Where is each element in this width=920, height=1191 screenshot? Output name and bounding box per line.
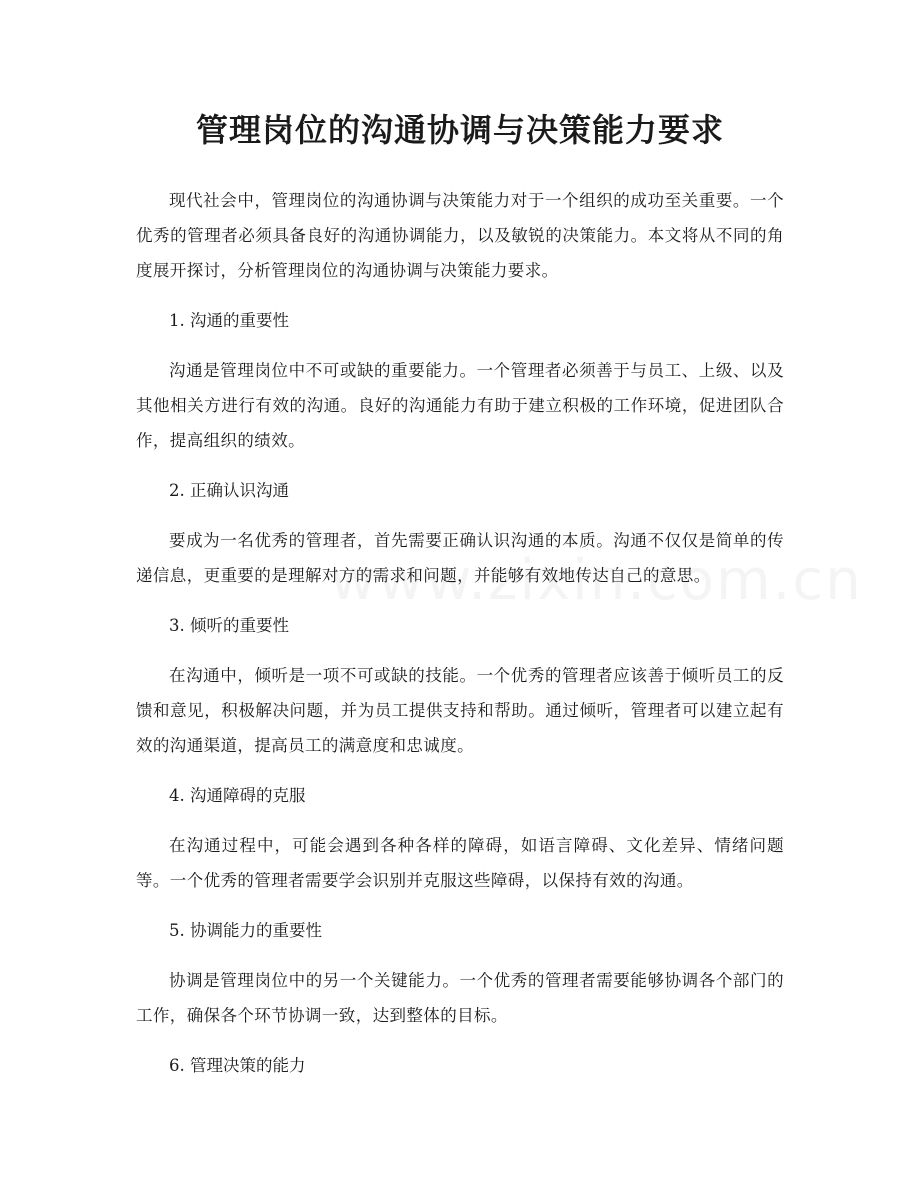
section-body-2: 要成为一名优秀的管理者，首先需要正确认识沟通的本质。沟通不仅仅是简单的传递信息，更重要的是理解对方的需求和问题，并能够有效地传达自己的意思。 <box>136 531 784 585</box>
section-heading-1: 1. 沟通的重要性 <box>169 311 289 330</box>
section-heading-4: 4. 沟通障碍的克服 <box>169 786 306 805</box>
section-body-3: 在沟通中，倾听是一项不可或缺的技能。一个优秀的管理者应该善于倾听员工的反馈和意见，积极解决问题，并为员工提供支持和帮助。通过倾听，管理者可以建立起有效的沟通渠道，提高员工的满意度和忠诚度。 <box>136 666 784 755</box>
section-heading-3: 3. 倾听的重要性 <box>169 616 289 635</box>
section-body-4: 在沟通过程中，可能会遇到各种各样的障碍，如语言障碍、文化差异、情绪问题等。一个优秀的管理者需要学会识别并克服这些障碍，以保持有效的沟通。 <box>136 836 784 890</box>
section-heading-2: 2. 正确认识沟通 <box>169 481 289 500</box>
section-heading-5: 5. 协调能力的重要性 <box>169 921 322 940</box>
section-body-1: 沟通是管理岗位中不可或缺的重要能力。一个管理者必须善于与员工、上级、以及其他相关方进行有效的沟通。良好的沟通能力有助于建立积极的工作环境，促进团队合作，提高组织的绩效。 <box>136 361 784 450</box>
document-title: 管理岗位的沟通协调与决策能力要求 <box>195 111 724 149</box>
intro-paragraph: 现代社会中，管理岗位的沟通协调与决策能力对于一个组织的成功至关重要。一个优秀的管理者必须具备良好的沟通协调能力，以及敏锐的决策能力。本文将从不同的角度展开探讨，分析管理岗位的沟通协调与决策能力要求。 <box>136 191 784 280</box>
section-body-5: 协调是管理岗位中的另一个关键能力。一个优秀的管理者需要能够协调各个部门的工作，确保各个环节协调一致，达到整体的目标。 <box>136 971 784 1025</box>
section-heading-6: 6. 管理决策的能力 <box>169 1056 306 1075</box>
